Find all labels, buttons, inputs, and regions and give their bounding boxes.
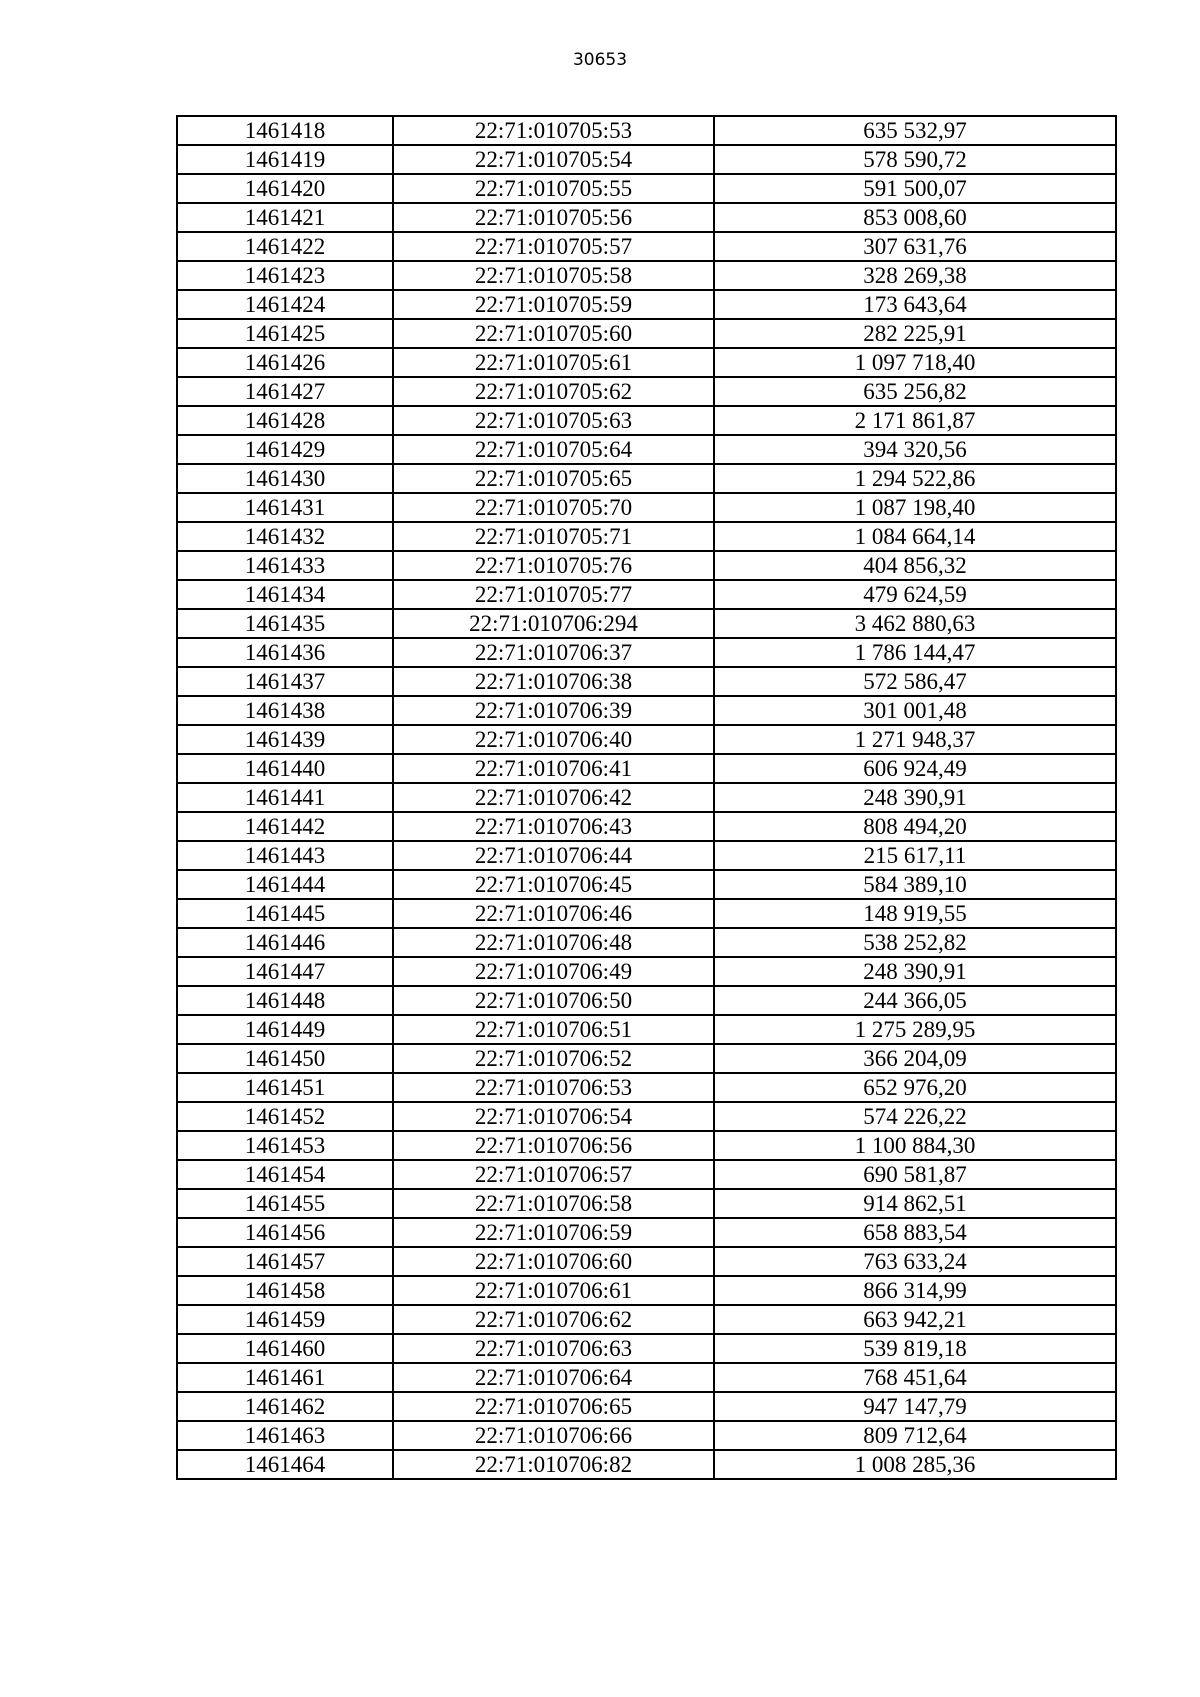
cadastral-number-cell: 22:71:010705:55 <box>393 174 714 203</box>
cadastral-number-cell: 22:71:010706:66 <box>393 1421 714 1450</box>
value-cell: 574 226,22 <box>714 1102 1116 1131</box>
row-number-cell: 1461452 <box>177 1102 393 1131</box>
row-number-cell: 1461462 <box>177 1392 393 1421</box>
row-number-cell: 1461432 <box>177 522 393 551</box>
value-cell: 809 712,64 <box>714 1421 1116 1450</box>
value-cell: 947 147,79 <box>714 1392 1116 1421</box>
row-number-cell: 1461454 <box>177 1160 393 1189</box>
page-number: 30653 <box>572 50 628 70</box>
table-row <box>177 1305 1116 1334</box>
table-row <box>177 319 1116 348</box>
value-cell: 282 225,91 <box>714 319 1116 348</box>
table-row <box>177 812 1116 841</box>
cadastral-number-cell: 22:71:010706:51 <box>393 1015 714 1044</box>
cadastral-number-cell: 22:71:010706:65 <box>393 1392 714 1421</box>
row-number-cell: 1461418 <box>177 116 393 145</box>
row-number-cell: 1461437 <box>177 667 393 696</box>
value-cell: 866 314,99 <box>714 1276 1116 1305</box>
cadastral-number-cell: 22:71:010705:58 <box>393 261 714 290</box>
table-row <box>177 638 1116 667</box>
value-cell: 768 451,64 <box>714 1363 1116 1392</box>
table-row <box>177 493 1116 522</box>
table-row <box>177 232 1116 261</box>
value-cell: 366 204,09 <box>714 1044 1116 1073</box>
table-row <box>177 145 1116 174</box>
value-cell: 1 008 285,36 <box>714 1450 1116 1479</box>
row-number-cell: 1461445 <box>177 899 393 928</box>
row-number-cell: 1461436 <box>177 638 393 667</box>
table-row <box>177 667 1116 696</box>
value-cell: 578 590,72 <box>714 145 1116 174</box>
table-row <box>177 1276 1116 1305</box>
table-row <box>177 899 1116 928</box>
table-row <box>177 522 1116 551</box>
cadastral-value-table <box>176 115 1117 1480</box>
table-row <box>177 1102 1116 1131</box>
cadastral-number-cell: 22:71:010705:62 <box>393 377 714 406</box>
value-cell: 3 462 880,63 <box>714 609 1116 638</box>
value-cell: 690 581,87 <box>714 1160 1116 1189</box>
row-number-cell: 1461438 <box>177 696 393 725</box>
table-row <box>177 986 1116 1015</box>
table-row <box>177 174 1116 203</box>
value-cell: 244 366,05 <box>714 986 1116 1015</box>
table-row <box>177 957 1116 986</box>
table-row <box>177 1131 1116 1160</box>
cadastral-number-cell: 22:71:010705:57 <box>393 232 714 261</box>
row-number-cell: 1461421 <box>177 203 393 232</box>
row-number-cell: 1461439 <box>177 725 393 754</box>
cadastral-number-cell: 22:71:010706:45 <box>393 870 714 899</box>
value-cell: 808 494,20 <box>714 812 1116 841</box>
value-cell: 173 643,64 <box>714 290 1116 319</box>
row-number-cell: 1461435 <box>177 609 393 638</box>
value-cell: 1 084 664,14 <box>714 522 1116 551</box>
cadastral-number-cell: 22:71:010706:46 <box>393 899 714 928</box>
value-cell: 914 862,51 <box>714 1189 1116 1218</box>
cadastral-number-cell: 22:71:010706:59 <box>393 1218 714 1247</box>
value-cell: 635 532,97 <box>714 116 1116 145</box>
row-number-cell: 1461427 <box>177 377 393 406</box>
table-row <box>177 1160 1116 1189</box>
row-number-cell: 1461460 <box>177 1334 393 1363</box>
row-number-cell: 1461447 <box>177 957 393 986</box>
table-row <box>177 203 1116 232</box>
cadastral-number-cell: 22:71:010705:76 <box>393 551 714 580</box>
cadastral-number-cell: 22:71:010706:37 <box>393 638 714 667</box>
table-row <box>177 609 1116 638</box>
table-row <box>177 1247 1116 1276</box>
row-number-cell: 1461431 <box>177 493 393 522</box>
value-cell: 572 586,47 <box>714 667 1116 696</box>
value-cell: 2 171 861,87 <box>714 406 1116 435</box>
cadastral-number-cell: 22:71:010706:56 <box>393 1131 714 1160</box>
row-number-cell: 1461442 <box>177 812 393 841</box>
value-cell: 307 631,76 <box>714 232 1116 261</box>
row-number-cell: 1461440 <box>177 754 393 783</box>
table-row <box>177 348 1116 377</box>
cadastral-number-cell: 22:71:010706:82 <box>393 1450 714 1479</box>
table-row <box>177 783 1116 812</box>
row-number-cell: 1461461 <box>177 1363 393 1392</box>
value-cell: 248 390,91 <box>714 957 1116 986</box>
cadastral-number-cell: 22:71:010706:294 <box>393 609 714 638</box>
value-cell: 652 976,20 <box>714 1073 1116 1102</box>
value-cell: 539 819,18 <box>714 1334 1116 1363</box>
row-number-cell: 1461446 <box>177 928 393 957</box>
cadastral-number-cell: 22:71:010705:59 <box>393 290 714 319</box>
row-number-cell: 1461429 <box>177 435 393 464</box>
row-number-cell: 1461459 <box>177 1305 393 1334</box>
value-cell: 663 942,21 <box>714 1305 1116 1334</box>
table-row <box>177 290 1116 319</box>
row-number-cell: 1461434 <box>177 580 393 609</box>
row-number-cell: 1461425 <box>177 319 393 348</box>
table-row <box>177 1044 1116 1073</box>
table-row <box>177 696 1116 725</box>
table-row <box>177 725 1116 754</box>
table-row <box>177 464 1116 493</box>
row-number-cell: 1461433 <box>177 551 393 580</box>
value-cell: 1 100 884,30 <box>714 1131 1116 1160</box>
table-row <box>177 1334 1116 1363</box>
value-cell: 301 001,48 <box>714 696 1116 725</box>
row-number-cell: 1461443 <box>177 841 393 870</box>
cadastral-number-cell: 22:71:010706:64 <box>393 1363 714 1392</box>
table-row <box>177 870 1116 899</box>
row-number-cell: 1461422 <box>177 232 393 261</box>
cadastral-number-cell: 22:71:010706:38 <box>393 667 714 696</box>
table-row <box>177 754 1116 783</box>
value-cell: 538 252,82 <box>714 928 1116 957</box>
row-number-cell: 1461444 <box>177 870 393 899</box>
value-cell: 591 500,07 <box>714 174 1116 203</box>
cadastral-number-cell: 22:71:010706:41 <box>393 754 714 783</box>
row-number-cell: 1461464 <box>177 1450 393 1479</box>
cadastral-number-cell: 22:71:010706:39 <box>393 696 714 725</box>
table-row <box>177 1218 1116 1247</box>
row-number-cell: 1461458 <box>177 1276 393 1305</box>
value-cell: 635 256,82 <box>714 377 1116 406</box>
value-cell: 658 883,54 <box>714 1218 1116 1247</box>
cadastral-number-cell: 22:71:010706:61 <box>393 1276 714 1305</box>
value-cell: 248 390,91 <box>714 783 1116 812</box>
cadastral-number-cell: 22:71:010706:44 <box>393 841 714 870</box>
cadastral-number-cell: 22:71:010706:62 <box>393 1305 714 1334</box>
row-number-cell: 1461426 <box>177 348 393 377</box>
value-cell: 763 633,24 <box>714 1247 1116 1276</box>
value-cell: 1 097 718,40 <box>714 348 1116 377</box>
table-row <box>177 1015 1116 1044</box>
value-cell: 394 320,56 <box>714 435 1116 464</box>
row-number-cell: 1461448 <box>177 986 393 1015</box>
table-row <box>177 1421 1116 1450</box>
row-number-cell: 1461420 <box>177 174 393 203</box>
table-row <box>177 116 1116 145</box>
row-number-cell: 1461449 <box>177 1015 393 1044</box>
cadastral-number-cell: 22:71:010705:56 <box>393 203 714 232</box>
row-number-cell: 1461423 <box>177 261 393 290</box>
table-row <box>177 1450 1116 1479</box>
cadastral-number-cell: 22:71:010706:50 <box>393 986 714 1015</box>
cadastral-number-cell: 22:71:010705:60 <box>393 319 714 348</box>
table-row <box>177 580 1116 609</box>
table-row <box>177 1073 1116 1102</box>
value-cell: 148 919,55 <box>714 899 1116 928</box>
table-row <box>177 928 1116 957</box>
value-cell: 606 924,49 <box>714 754 1116 783</box>
row-number-cell: 1461463 <box>177 1421 393 1450</box>
table-row <box>177 435 1116 464</box>
cadastral-number-cell: 22:71:010705:71 <box>393 522 714 551</box>
row-number-cell: 1461456 <box>177 1218 393 1247</box>
table-row <box>177 261 1116 290</box>
row-number-cell: 1461450 <box>177 1044 393 1073</box>
cadastral-number-cell: 22:71:010706:58 <box>393 1189 714 1218</box>
value-cell: 853 008,60 <box>714 203 1116 232</box>
value-cell: 584 389,10 <box>714 870 1116 899</box>
cadastral-number-cell: 22:71:010705:70 <box>393 493 714 522</box>
row-number-cell: 1461428 <box>177 406 393 435</box>
cadastral-number-cell: 22:71:010705:77 <box>393 580 714 609</box>
cadastral-number-cell: 22:71:010705:61 <box>393 348 714 377</box>
cadastral-number-cell: 22:71:010706:54 <box>393 1102 714 1131</box>
cadastral-number-cell: 22:71:010705:64 <box>393 435 714 464</box>
cadastral-number-cell: 22:71:010705:63 <box>393 406 714 435</box>
value-cell: 1 275 289,95 <box>714 1015 1116 1044</box>
table-row <box>177 1189 1116 1218</box>
cadastral-number-cell: 22:71:010706:48 <box>393 928 714 957</box>
cadastral-number-cell: 22:71:010706:63 <box>393 1334 714 1363</box>
cadastral-number-cell: 22:71:010705:53 <box>393 116 714 145</box>
row-number-cell: 1461419 <box>177 145 393 174</box>
cadastral-number-cell: 22:71:010706:53 <box>393 1073 714 1102</box>
value-cell: 215 617,11 <box>714 841 1116 870</box>
value-cell: 1 087 198,40 <box>714 493 1116 522</box>
table-row <box>177 841 1116 870</box>
cadastral-number-cell: 22:71:010706:52 <box>393 1044 714 1073</box>
table-row <box>177 551 1116 580</box>
value-cell: 1 786 144,47 <box>714 638 1116 667</box>
row-number-cell: 1461451 <box>177 1073 393 1102</box>
row-number-cell: 1461455 <box>177 1189 393 1218</box>
row-number-cell: 1461457 <box>177 1247 393 1276</box>
cadastral-number-cell: 22:71:010706:43 <box>393 812 714 841</box>
table-row <box>177 1363 1116 1392</box>
row-number-cell: 1461424 <box>177 290 393 319</box>
value-cell: 404 856,32 <box>714 551 1116 580</box>
cadastral-number-cell: 22:71:010706:60 <box>393 1247 714 1276</box>
row-number-cell: 1461441 <box>177 783 393 812</box>
row-number-cell: 1461430 <box>177 464 393 493</box>
value-cell: 479 624,59 <box>714 580 1116 609</box>
cadastral-number-cell: 22:71:010706:57 <box>393 1160 714 1189</box>
cadastral-number-cell: 22:71:010706:42 <box>393 783 714 812</box>
row-number-cell: 1461453 <box>177 1131 393 1160</box>
cadastral-number-cell: 22:71:010705:54 <box>393 145 714 174</box>
cadastral-number-cell: 22:71:010705:65 <box>393 464 714 493</box>
table-row <box>177 406 1116 435</box>
table-body <box>177 116 1116 1479</box>
cadastral-number-cell: 22:71:010706:40 <box>393 725 714 754</box>
value-cell: 1 271 948,37 <box>714 725 1116 754</box>
table-row <box>177 1392 1116 1421</box>
value-cell: 328 269,38 <box>714 261 1116 290</box>
value-cell: 1 294 522,86 <box>714 464 1116 493</box>
cadastral-number-cell: 22:71:010706:49 <box>393 957 714 986</box>
table-row <box>177 377 1116 406</box>
